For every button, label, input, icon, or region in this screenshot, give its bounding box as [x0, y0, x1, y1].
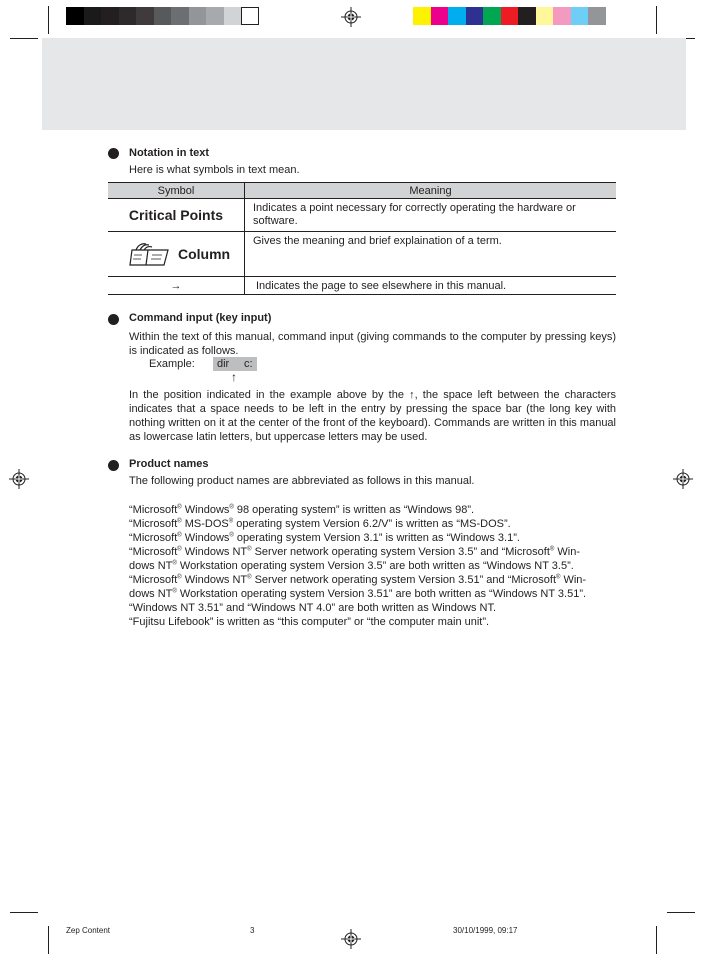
- color-swatch: [448, 7, 466, 25]
- color-swatch: [136, 7, 154, 25]
- products-heading: Product names: [129, 458, 209, 470]
- product-line: “Microsoft® Windows® operating system Version 3.1” is written as “Windows 3.1”.: [129, 532, 520, 544]
- color-swatch: [466, 7, 484, 25]
- color-swatch: [66, 7, 84, 25]
- product-line: dows NT® Workstation operating system Version 3.51” are both written as “Windows NT 3.51”.: [129, 588, 587, 600]
- color-swatch: [224, 7, 242, 25]
- color-swatch: [206, 7, 224, 25]
- column-symbol: Column: [178, 246, 231, 262]
- header-band: [42, 38, 686, 130]
- color-swatch: [588, 7, 606, 25]
- product-line: “Windows NT 3.51” and “Windows NT 4.0” are both written as Windows NT.: [129, 602, 497, 614]
- color-swatch: [84, 7, 102, 25]
- table-row: [108, 277, 616, 295]
- product-names-list: [129, 503, 616, 629]
- product-line: dows NT® Workstation operating system Version 3.5” are both written as “Windows NT 3.5”.: [129, 560, 574, 572]
- product-line: “Microsoft® Windows NT® Server network operating system Version 3.51” and “Microsoft® Win-: [129, 574, 587, 586]
- critical-points-symbol: Critical Points: [128, 207, 224, 223]
- arrow-meaning: Indicates the page to see elsewhere in this manual.: [245, 277, 617, 295]
- section-bullet-icon: [108, 460, 119, 471]
- registration-mark-icon: [341, 7, 361, 27]
- column-meaning: Gives the meaning and brief explaination of a term.: [245, 232, 617, 277]
- column-header-symbol: Symbol: [108, 183, 245, 199]
- section-bullet-icon: [108, 314, 119, 325]
- crop-mark: [667, 912, 695, 913]
- command-heading: Command input (key input): [129, 312, 272, 324]
- crop-mark: [656, 926, 657, 954]
- open-book-icon: [128, 241, 174, 267]
- product-line: “Fujitsu Lifebook” is written as “this computer” or “the computer main unit”.: [129, 616, 490, 628]
- color-swatch: [431, 7, 449, 25]
- color-swatch: [101, 7, 119, 25]
- color-swatch: [553, 7, 571, 25]
- example-label: Example:: [149, 358, 195, 370]
- example-command-drive: c:: [244, 358, 253, 370]
- color-swatch: [171, 7, 189, 25]
- color-swatch: [119, 7, 137, 25]
- notation-intro: Here is what symbols in text mean.: [129, 164, 300, 176]
- color-swatch: [189, 7, 207, 25]
- process-color-bar: [413, 7, 606, 25]
- notation-heading: Notation in text: [129, 147, 210, 159]
- registration-mark-icon: [341, 929, 361, 949]
- command-paragraph: Within the text of this manual, command input (giving commands to the computer by pressing keys) is indicated as follows.: [129, 331, 616, 357]
- arrow-symbol: →: [108, 277, 245, 295]
- color-swatch: [518, 7, 536, 25]
- column-header-meaning: Meaning: [245, 183, 617, 199]
- product-line: “Microsoft® MS-DOS® operating system Version 6.2/V” is written as “MS-DOS”.: [129, 518, 511, 530]
- crop-mark: [48, 926, 49, 954]
- table-header-row: [108, 183, 616, 199]
- products-intro: The following product names are abbreviated as follows in this manual.: [129, 475, 475, 487]
- table-row: [108, 232, 616, 277]
- grayscale-color-bar: [66, 7, 259, 25]
- footer-page-number: 3: [250, 926, 255, 935]
- example-command-box: [213, 357, 257, 371]
- footer-timestamp: 30/10/1999, 09:17: [453, 926, 518, 935]
- notation-table: [108, 182, 616, 295]
- color-swatch: [241, 7, 259, 25]
- color-swatch: [413, 7, 431, 25]
- command-explanation: In the position indicated in the example above by the ↑, the space left between the characters indicates that a space needs to be left in the entry by pressing the space bar (the long key with nothing written on it at the center of the front of the keyboard). Commands are written in this manual as lowercase latin letters, but uppercase letters may be used.: [129, 389, 616, 443]
- product-line: “Microsoft® Windows NT® Server network operating system Version 3.5” and “Microsoft® Win-: [129, 546, 580, 558]
- color-swatch: [536, 7, 554, 25]
- footer-file-name: Zep Content: [66, 926, 111, 935]
- color-swatch: [571, 7, 589, 25]
- crop-mark: [48, 6, 49, 34]
- table-row: [108, 199, 616, 232]
- registration-mark-icon: [9, 469, 29, 489]
- color-swatch: [154, 7, 172, 25]
- color-swatch: [501, 7, 519, 25]
- crop-mark: [10, 912, 38, 913]
- space-arrow-icon: ↑: [231, 370, 237, 384]
- registration-mark-icon: [673, 469, 693, 489]
- color-swatch: [483, 7, 501, 25]
- section-bullet-icon: [108, 148, 119, 159]
- example-command-dir: dir: [217, 358, 230, 370]
- crop-mark: [656, 6, 657, 34]
- product-line: “Microsoft® Windows® 98 operating system” is written as “Windows 98”.: [129, 504, 475, 516]
- critical-points-meaning: Indicates a point necessary for correctly operating the hardware or software.: [245, 199, 617, 232]
- crop-mark: [10, 38, 38, 39]
